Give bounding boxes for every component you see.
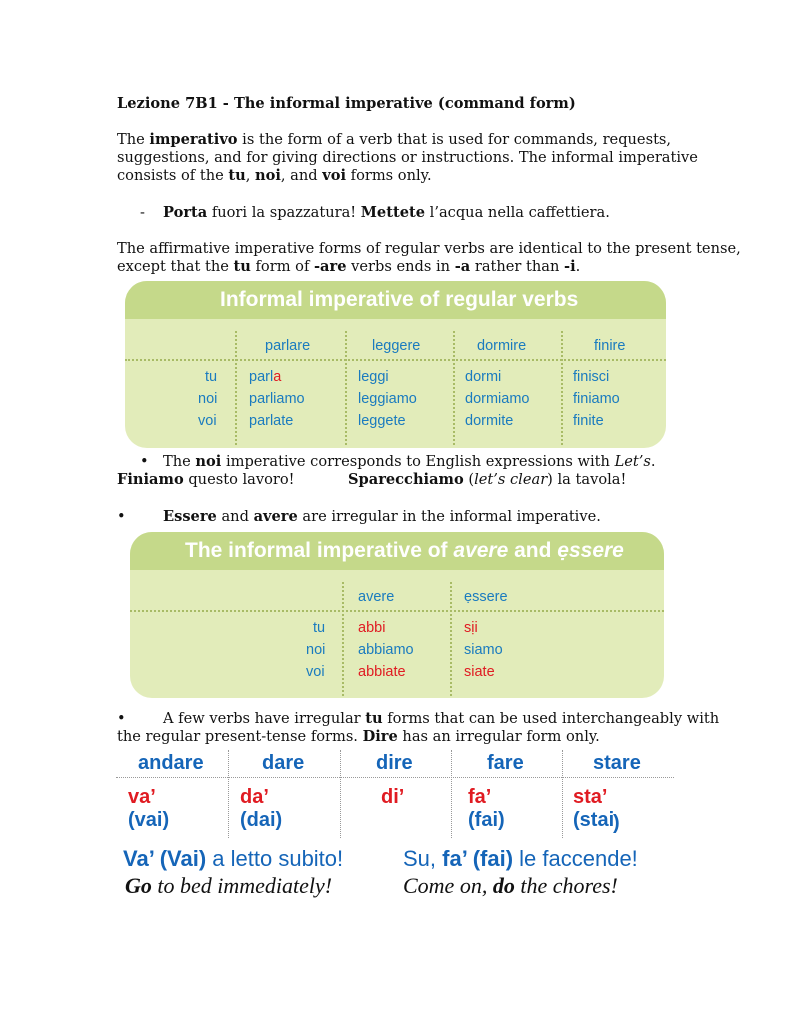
- header-avere: avere: [358, 589, 395, 605]
- cell-dormite: dormite: [465, 413, 514, 429]
- pronoun-noi: noi: [198, 391, 218, 407]
- term-imperativo: imperativo: [149, 131, 238, 148]
- column-divider: [561, 331, 563, 445]
- ending-red: a: [273, 369, 282, 385]
- note-text: (: [463, 471, 475, 488]
- intro-text: forms only.: [346, 167, 432, 184]
- cell-siate: siate: [464, 664, 495, 680]
- note-text: imperative corresponds to English expressions with: [221, 453, 615, 470]
- title-avere: avere: [453, 539, 509, 562]
- form-sta-close: [613, 812, 620, 835]
- cell-leggete: leggete: [358, 413, 406, 429]
- form-blue: (fai): [468, 809, 505, 831]
- term-noi: noi: [195, 453, 222, 470]
- form-red: fa’: [468, 786, 491, 808]
- cell-dormi: dormi: [465, 369, 502, 385]
- example-english-1: [125, 873, 332, 899]
- bullet: •: [117, 508, 126, 525]
- table-title: [130, 532, 664, 570]
- intro-text: , and: [280, 167, 323, 184]
- term-lets-clear: let’s clear: [474, 471, 548, 488]
- cell-finite: finite: [573, 413, 604, 429]
- verb-stare: stare: [593, 752, 641, 774]
- example-text: fuori la spazzatura!: [207, 204, 361, 221]
- cell-dormiamo: dormiamo: [465, 391, 530, 407]
- table-title: Informal imperative of regular verbs: [125, 281, 666, 319]
- form-red: va’: [128, 786, 155, 808]
- title-text: and: [508, 539, 558, 562]
- cell-sii: sịi: [464, 620, 478, 636]
- example-text: l’acqua nella caffettiera.: [425, 204, 610, 221]
- header-leggere: leggere: [372, 338, 421, 354]
- page-title: Lezione 7B1 - The informal imperative (command form): [117, 95, 576, 112]
- affirm-line-2: [117, 258, 580, 276]
- pronoun-noi: noi: [306, 642, 326, 658]
- example-bold: fa’ (fai): [442, 846, 514, 871]
- few-note-line-1: [163, 710, 719, 728]
- cell-parla: [249, 369, 281, 385]
- term-tu: tu: [228, 167, 246, 184]
- note-text: and: [216, 508, 254, 525]
- verb-fare: fare: [487, 752, 524, 774]
- example-english-2: [403, 873, 618, 899]
- title-essere: ẹssere: [557, 539, 624, 562]
- noi-note-line: [163, 453, 656, 471]
- bullet: •: [140, 453, 149, 470]
- cell-leggiamo: leggiamo: [358, 391, 417, 407]
- cell-finisci: finisci: [573, 369, 610, 385]
- example-porta: Porta: [163, 204, 208, 221]
- form-red: da’: [240, 786, 268, 808]
- column-divider: [342, 582, 344, 696]
- intro-text: is the form of a verb that is used for commands, requests,: [237, 131, 672, 148]
- dash-bullet: -: [140, 204, 145, 221]
- avere-essere-table: [130, 532, 664, 698]
- header-essere: ẹssere: [464, 589, 508, 605]
- example-text: le faccende!: [513, 846, 638, 871]
- noi-example-1: [117, 471, 295, 489]
- affirm-text: rather than: [470, 258, 565, 275]
- form-blue: ): [613, 812, 620, 834]
- title-text: The informal imperative of: [185, 539, 454, 562]
- term-lets: Let’s: [614, 453, 651, 470]
- example-line-1: [163, 204, 610, 222]
- header-divider: [130, 610, 664, 612]
- affirm-text: verbs ends in: [346, 258, 455, 275]
- term-tu: tu: [365, 710, 383, 727]
- example-text: Su,: [403, 846, 443, 871]
- intro-text: ,: [245, 167, 256, 184]
- term-voi: voi: [322, 167, 347, 184]
- form-blue: (stai: [573, 809, 615, 831]
- form-blue: (vai): [128, 809, 170, 831]
- example-text: Come on,: [403, 873, 493, 898]
- term-a: -a: [454, 258, 471, 275]
- term-essere: Essere: [163, 508, 217, 525]
- form-fa: [468, 786, 505, 832]
- note-text: The: [163, 453, 196, 470]
- stem: parl: [249, 369, 274, 385]
- essere-note-line: [163, 508, 601, 526]
- note-text: questo lavoro!: [183, 471, 295, 488]
- form-da: [240, 786, 282, 832]
- intro-line-3: [117, 167, 432, 185]
- note-text: the regular present-tense forms.: [117, 728, 363, 745]
- example-text: the chores!: [514, 873, 618, 898]
- note-text: has an irregular form only.: [397, 728, 600, 745]
- cell-parliamo: parliamo: [249, 391, 305, 407]
- cell-abbiamo: abbiamo: [358, 642, 414, 658]
- example-text: to bed immediately!: [151, 873, 333, 898]
- term-dire: Dire: [362, 728, 398, 745]
- affirm-text: form of: [250, 258, 314, 275]
- example-finiamo: Finiamo: [117, 471, 184, 488]
- affirm-text: except that the: [117, 258, 234, 275]
- example-bold: Va’ (Vai): [123, 846, 207, 871]
- example-sparecchiamo: Sparecchiamo: [348, 471, 464, 488]
- form-red: di’: [381, 786, 405, 808]
- example-bold: Go: [125, 873, 152, 898]
- column-divider: [345, 331, 347, 445]
- affirm-line-1: The affirmative imperative forms of regular verbs are identical to the present tense,: [117, 240, 741, 257]
- header-divider: [125, 359, 666, 361]
- form-va: [128, 786, 169, 832]
- cell-leggi: leggi: [358, 369, 389, 385]
- term-are: -are: [314, 258, 347, 275]
- verb-dire: dire: [376, 752, 413, 774]
- note-text: ) la tavola!: [547, 471, 627, 488]
- column-divider: [451, 750, 452, 838]
- example-text: a letto subito!: [206, 846, 344, 871]
- intro-line-2: suggestions, and for giving directions or instructions. The informal imperative: [117, 149, 698, 166]
- pronoun-voi: voi: [198, 413, 217, 429]
- column-divider: [450, 582, 452, 696]
- example-italian-2: [403, 846, 638, 872]
- example-bold: do: [492, 873, 515, 898]
- term-avere: avere: [253, 508, 298, 525]
- few-note-line-2: [117, 728, 600, 746]
- form-di: [381, 786, 404, 809]
- term-noi: noi: [255, 167, 281, 184]
- column-divider: [235, 331, 237, 445]
- example-italian-1: [123, 846, 343, 872]
- intro-text: consists of the: [117, 167, 229, 184]
- cell-siamo: siamo: [464, 642, 503, 658]
- cell-abbiate: abbiate: [358, 664, 406, 680]
- noi-example-2: [348, 471, 626, 489]
- bullet: •: [117, 710, 126, 727]
- affirm-text: .: [575, 258, 581, 275]
- pronoun-tu: tu: [313, 620, 326, 636]
- column-divider: [453, 331, 455, 445]
- verb-dare: dare: [262, 752, 305, 774]
- intro-line-1: [117, 131, 671, 149]
- note-text: are irregular in the informal imperative.: [297, 508, 601, 525]
- column-divider: [228, 750, 229, 838]
- cell-finiamo: finiamo: [573, 391, 620, 407]
- regular-verbs-table: [125, 281, 666, 448]
- verb-andare: andare: [138, 752, 204, 774]
- cell-parlate: parlate: [249, 413, 294, 429]
- column-divider: [340, 750, 341, 838]
- column-divider: [562, 750, 563, 838]
- header-finire: finire: [594, 338, 626, 354]
- pronoun-voi: voi: [306, 664, 325, 680]
- header-dormire: dormire: [477, 338, 527, 354]
- example-mettete: Mettete: [360, 204, 426, 221]
- form-blue: (dai): [240, 809, 283, 831]
- pronoun-tu: tu: [205, 369, 218, 385]
- note-text: A few verbs have irregular: [163, 710, 366, 727]
- note-text: .: [650, 453, 656, 470]
- term-i: -i: [564, 258, 576, 275]
- form-sta: [573, 786, 614, 832]
- cell-abbi: abbi: [358, 620, 386, 636]
- header-parlare: parlare: [265, 338, 311, 354]
- form-red: sta’: [573, 786, 607, 808]
- term-tu: tu: [233, 258, 251, 275]
- row-divider: [116, 777, 674, 778]
- note-text: forms that can be used interchangeably with: [382, 710, 720, 727]
- intro-text: The: [117, 131, 150, 148]
